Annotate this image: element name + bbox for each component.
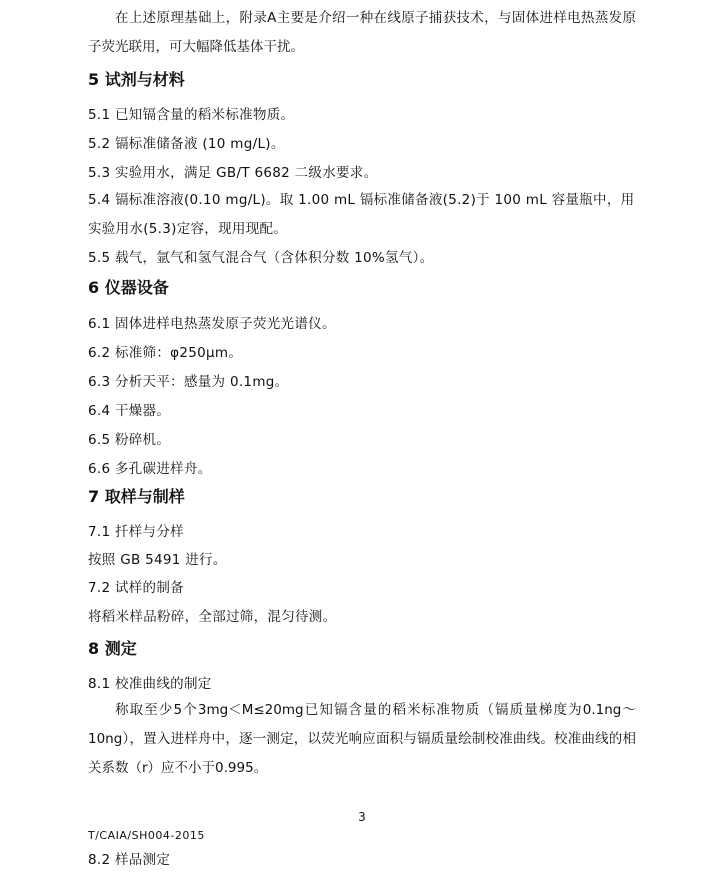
item-6-1: 6.1 固体进样电热蒸发原子荧光光谱仪。 (88, 316, 336, 332)
item-5-3: 5.3 实验用水，满足 GB/T 6682 二级水要求。 (88, 165, 378, 181)
section-5-heading: 5 试剂与材料 (88, 70, 185, 89)
item-5-4: 5.4 镉标准溶液(0.10 mg/L)。取 1.00 mL 镉标准储备液(5.2)于 100 mL 容量瓶中，用实验用水(5.3)定容，现用现配。 (88, 192, 635, 237)
item-5-1: 5.1 已知镉含量的稻米标准物质。 (88, 107, 295, 123)
item-6-6: 6.6 多孔碳进样舟。 (88, 461, 212, 477)
subsection-7-1: 7.1 扦样与分样 (88, 524, 184, 540)
section-7-heading: 7 取样与制样 (88, 487, 185, 506)
text-7-2: 将稻米样品粉碎，全部过筛，混匀待测。 (88, 609, 337, 625)
document-code: T/CAIA/SH004-2015 (88, 829, 205, 842)
item-6-5: 6.5 粉碎机。 (88, 432, 171, 448)
item-6-2: 6.2 标准筛：φ250μm。 (88, 345, 243, 361)
text-7-1: 按照 GB 5491 进行。 (88, 552, 227, 568)
item-5-2: 5.2 镉标准储备液 (10 mg/L)。 (88, 136, 285, 152)
subsection-8-2: 8.2 样品测定 (88, 852, 171, 868)
section-8-heading: 8 测定 (88, 639, 137, 658)
page-number: 3 (358, 810, 366, 824)
subsection-8-1: 8.1 校准曲线的制定 (88, 676, 212, 692)
paragraph-8-1: 称取至少5个3mg＜M≤20mg已知镉含量的稻米标准物质（镉质量梯度为0.1ng～10ng），置入进样舟中，逐一测定，以荧光响应面积与镉质量绘制校准曲线。校准曲线的相关系数（r）应不小于0.995。 (88, 702, 636, 776)
intro-paragraph: 在上述原理基础上，附录A主要是介绍一种在线原子捕获技术，与固体进样电热蒸发原子荧光联用，可大幅降低基体干扰。 (88, 10, 636, 55)
item-6-4: 6.4 干燥器。 (88, 403, 171, 419)
item-5-5: 5.5 载气，氩气和氢气混合气（含体积分数 10%氢气）。 (88, 250, 434, 266)
section-6-heading: 6 仪器设备 (88, 278, 169, 297)
item-6-3: 6.3 分析天平：感量为 0.1mg。 (88, 374, 289, 390)
subsection-7-2: 7.2 试样的制备 (88, 580, 184, 596)
